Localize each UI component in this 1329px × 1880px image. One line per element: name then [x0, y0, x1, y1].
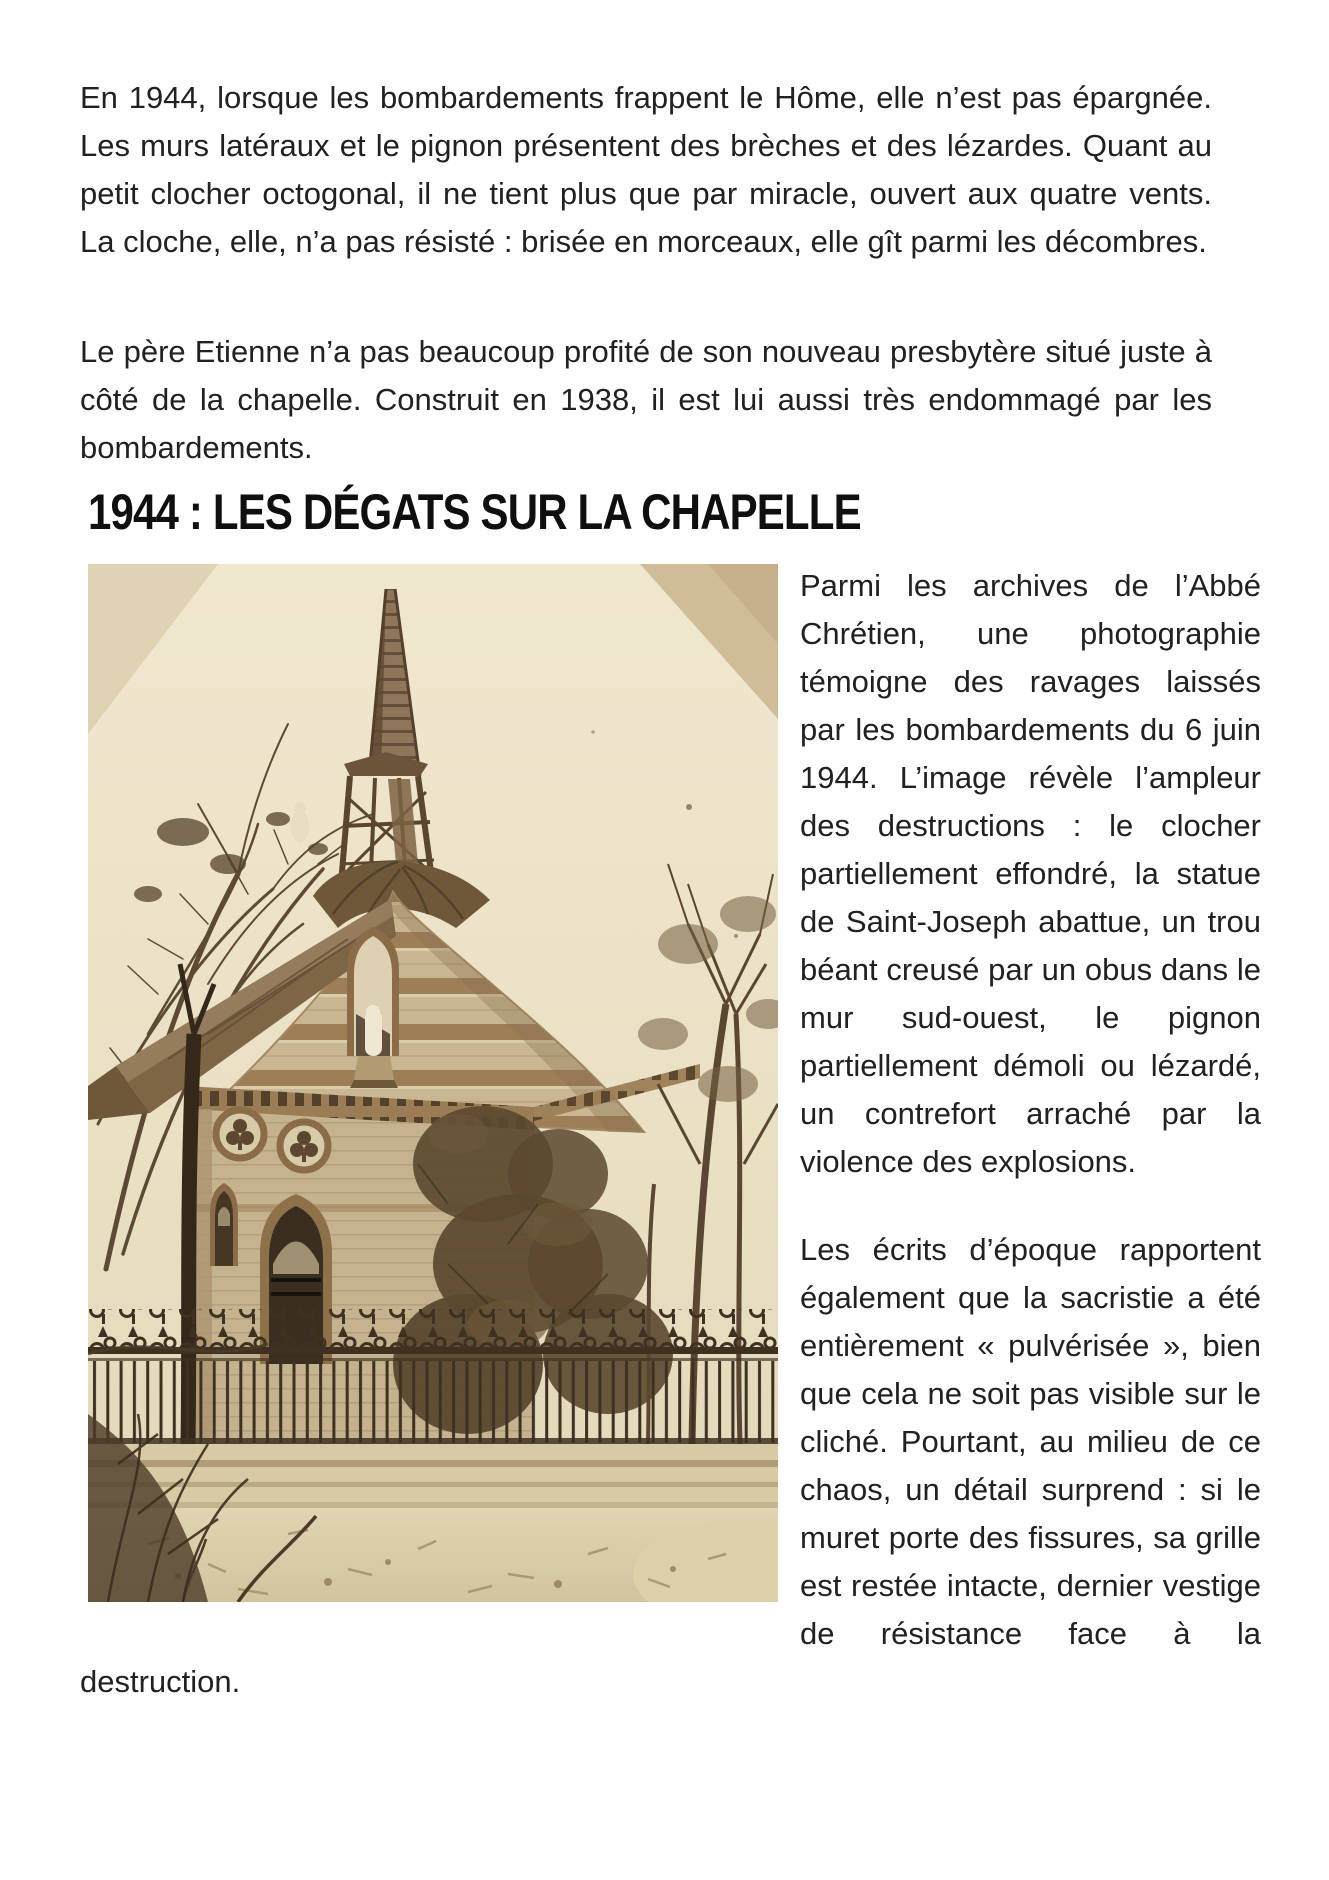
- low-wall: [88, 1444, 778, 1508]
- chapel-photo-illustration: [88, 564, 778, 1602]
- paragraph-archives: Parmi les archives de l’Abbé Chrétien, une photographie témoigne des ravages laissés par les bombardements du 6 juin 1944. L’image révèle l’ampleur des destructions : le clocher partiellement effondré, la statue de Saint-Joseph abattue, un trou béant creusé par un obus dans le mur sud-ouest, le pignon partiellement démoli ou lézardé, un contrefort arraché par la violence des explosions.: [800, 568, 1261, 1179]
- paragraph-bombardements: En 1944, lorsque les bombardements frappent le Hôme, elle n’est pas épargnée. Les murs latéraux et le pignon présentent des brèches et des lézardes. Quant au petit clocher octogonal, il ne tient plus que par miracle, ouvert aux quatre vents. La cloche, elle, n’a pas résisté : brisée en morceaux, elle gît parmi les décombres.: [80, 80, 1212, 259]
- section-heading: 1944 : LES DÉGATS SUR LA CHAPELLE: [88, 484, 861, 540]
- paragraph-presbytere: Le père Etienne n’a pas beaucoup profité de son nouveau presbytère situé juste à côté de la chapelle. Construit en 1938, il est lui aussi très endommagé par les bombardements.: [80, 334, 1212, 465]
- iron-fence: [88, 1309, 778, 1444]
- side-lancet-window: [210, 1183, 238, 1266]
- fallen-statue: [291, 810, 309, 842]
- photo-text-section: [80, 562, 1261, 1706]
- chapel-photo: [88, 564, 778, 1602]
- paragraph-ecrits: Les écrits d’époque rapportent également que la sacristie a été entièrement « pulvérisée », bien que cela ne soit pas visible sur le cliché. Pourtant, au milieu de ce chaos, un détail surprend : si le muret porte des fissures, sa grille est restée intacte, dernier vestige de résistance face à la destruction.: [80, 1232, 1261, 1699]
